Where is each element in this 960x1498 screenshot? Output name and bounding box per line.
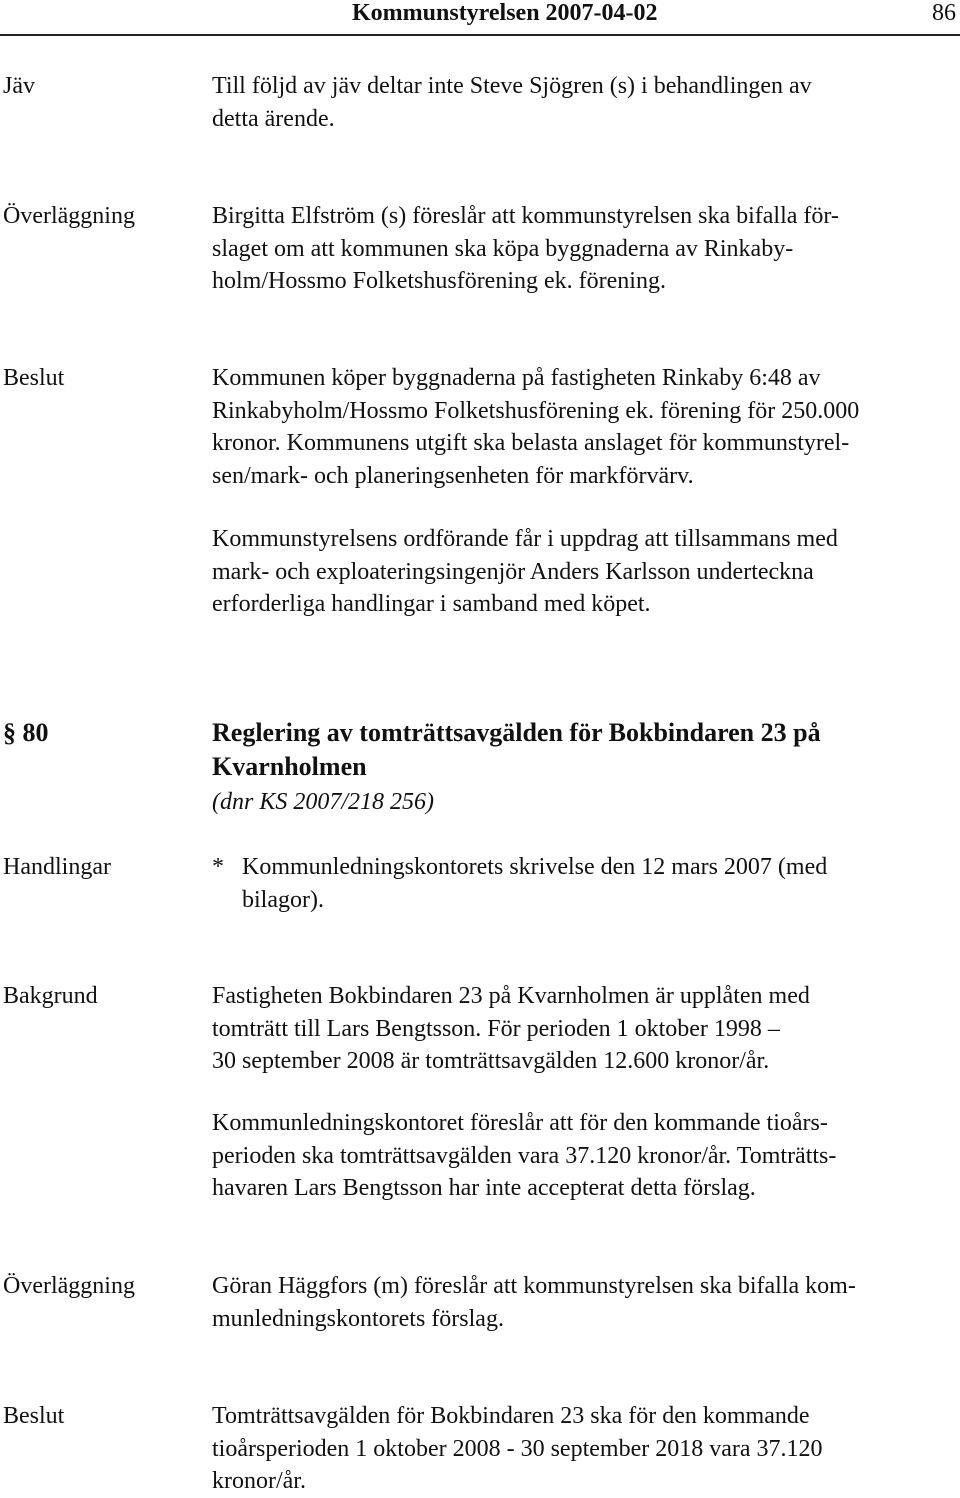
text-line: Tomträttsavgälden för Bokbindaren 23 ska för den kommande [212,1403,810,1429]
handlingar-text [242,851,957,916]
case-reference: (dnr KS 2007/218 256) [212,789,434,815]
text-line: Kommunledningskontorets skrivelse den 12 mars 2007 (med [242,854,828,880]
text-line: Till följd av jäv deltar inte Steve Sjögren (s) i behandlingen av [212,73,812,99]
text-line: sen/mark- och planeringsenheten för markförvärv. [212,462,694,489]
text-line: kronor. Kommunens utgift ska belasta anslaget för kommunstyrel- [212,430,850,456]
beslut-2-text [212,1400,957,1498]
overlaggning-text [212,200,957,298]
text-line: slaget om att kommunen ska köpa byggnaderna av Rinkaby- [212,235,794,262]
title-line: Reglering av tomträttsavgälden för Bokbindaren 23 på [212,718,821,747]
text-line: kronor/år. [212,1468,306,1494]
overlaggning-2-text [212,1270,957,1335]
text-line: holm/Hossmo Folketshusförening ek. förening. [212,268,666,294]
label-overlaggning-2: Överläggning [3,1273,135,1299]
beslut-paragraph-2 [212,523,957,621]
page-header [0,0,960,42]
text-line: mark- och exploateringsingenjör Anders Karlsson underteckna [212,558,814,585]
text-line: tomträtt till Lars Bengtsson. För perioden 1 oktober 1998 – [212,1015,780,1042]
label-handlingar: Handlingar [3,854,111,880]
text-line: Kommunstyrelsens ordförande får i uppdrag att tillsammans med [212,526,838,552]
bakgrund-paragraph-1 [212,980,957,1078]
text-line: Rinkabyholm/Hossmo Folketshusförening ek. förening för 250.000 [212,397,860,424]
label-bakgrund: Bakgrund [3,983,98,1009]
text-line: bilagor). [242,886,324,913]
text-line: Birgitta Elfström (s) föreslår att kommunstyrelsen ska bifalla för- [212,203,839,229]
label-beslut: Beslut [3,365,65,391]
page-number: 86 [932,0,956,26]
label-jav: Jäv [3,73,35,99]
text-line: detta ärende. [212,105,335,132]
text-line: erforderliga handlingar i samband med köpet. [212,591,651,617]
text-line: perioden ska tomträttsavgälden vara 37.120 kronor/år. Tomträtts- [212,1142,837,1169]
jav-text [212,70,957,135]
title-line: Kvarnholmen [212,752,367,781]
bullet-asterisk: * [212,854,224,880]
header-divider [0,34,960,36]
beslut-paragraph-1 [212,362,957,492]
text-line: tioårsperioden 1 oktober 2008 - 30 september 2018 vara 37.120 [212,1435,823,1462]
paragraph-title [212,716,821,784]
text-line: Kommunledningskontoret föreslår att för den kommande tioårs- [212,1110,828,1136]
text-line: munledningskontorets förslag. [212,1305,504,1332]
bakgrund-paragraph-2 [212,1107,957,1205]
paragraph-number: § 80 [3,718,49,747]
text-line: 30 september 2008 är tomträttsavgälden 12.600 kronor/år. [212,1048,770,1074]
label-beslut-2: Beslut [3,1403,65,1429]
text-line: Kommunen köper byggnaderna på fastigheten Rinkaby 6:48 av [212,365,821,391]
header-title: Kommunstyrelsen 2007-04-02 [352,0,658,26]
text-line: havaren Lars Bengtsson har inte accepterat detta förslag. [212,1175,756,1201]
label-overlaggning: Överläggning [3,203,135,229]
text-line: Fastigheten Bokbindaren 23 på Kvarnholmen är upplåten med [212,983,810,1009]
text-line: Göran Häggfors (m) föreslår att kommunstyrelsen ska bifalla kom- [212,1273,856,1299]
